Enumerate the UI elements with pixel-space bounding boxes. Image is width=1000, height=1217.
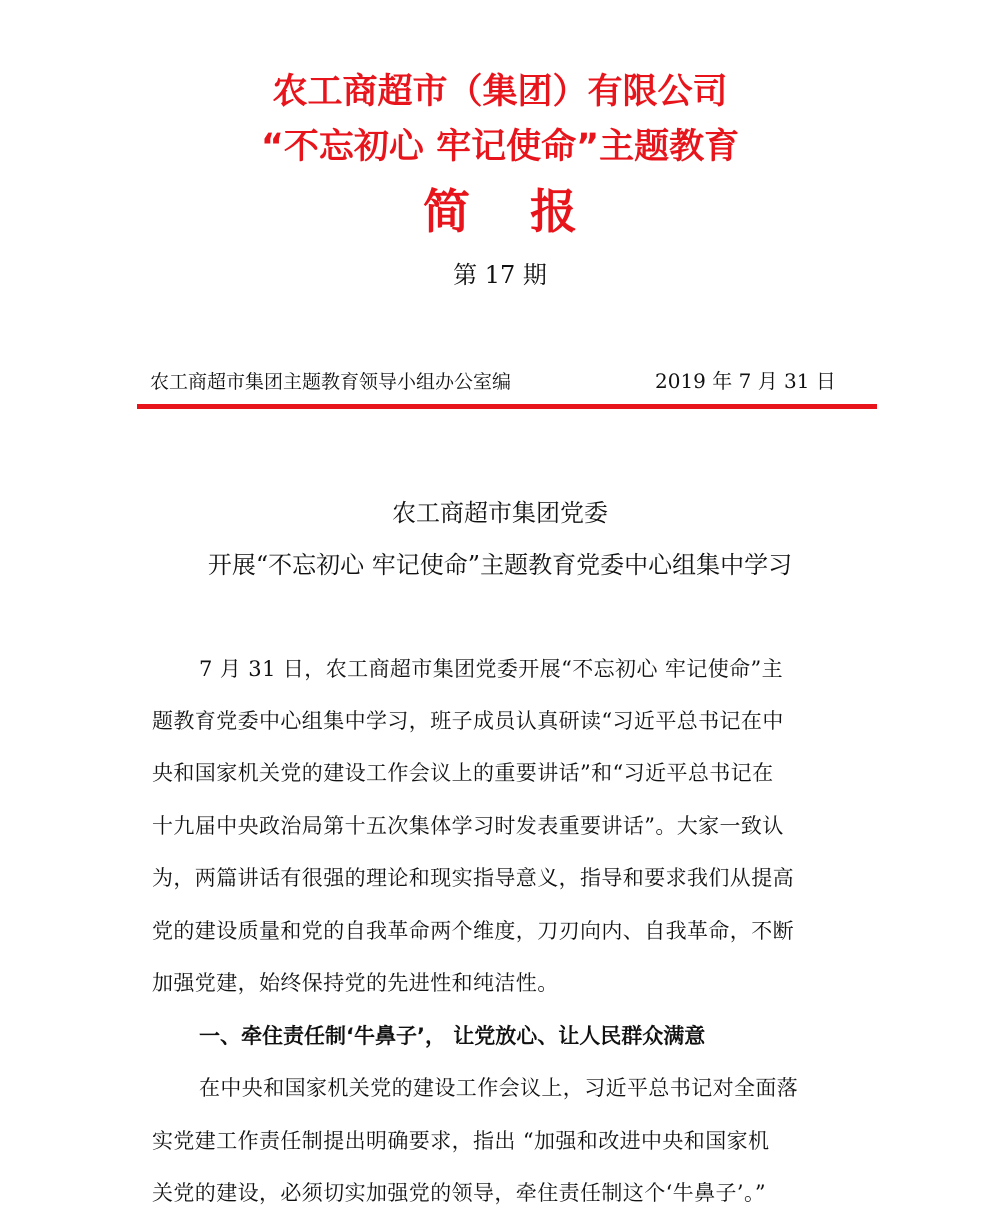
org-title: 农工商超市（集团）有限公司 [272, 72, 728, 112]
bulletin-title: 简报 [423, 185, 637, 240]
paragraph-line: 题教育党委中心组集中学习，班子成员认真研读“习近平总书记在中 [152, 709, 784, 733]
theme-title: “不忘初心 牢记使命”主题教育 [260, 127, 740, 167]
article-title-line1: 农工商超市集团党委 [392, 499, 608, 527]
paragraph-line: 党的建设质量和党的自我革命两个维度，刀刃向内、自我革命，不断 [152, 919, 794, 943]
paragraph-line: 实党建工作责任制提出明确要求，指出 “加强和改进中央和国家机 [152, 1129, 770, 1153]
paragraph-line: 加强党建，始终保持党的先进性和纯洁性。 [152, 971, 559, 995]
paragraph-line: 关党的建设，必须切实加强党的领导，牵住责任制这个‘牛鼻子’。” [152, 1181, 766, 1205]
paragraph-line: 7 月 31 日，农工商超市集团党委开展“不忘初心 牢记使命”主 [199, 657, 784, 681]
section-heading: 一、牵住责任制‘牛鼻子’， 让党放心、让人民群众满意 [199, 1024, 706, 1048]
publish-date: 2019 年 7 月 31 日 [655, 369, 836, 393]
red-divider [137, 404, 877, 409]
paragraph-line: 十九届中央政治局第十五次集体学习时发表重要讲话”。大家一致认 [152, 814, 784, 838]
article-title-line2: 开展“不忘初心 牢记使命”主题教育党委中心组集中学习 [207, 551, 793, 579]
issue-number: 第 17 期 [453, 261, 547, 289]
paragraph-line: 央和国家机关党的建设工作会议上的重要讲话”和“习近平总书记在 [152, 761, 774, 785]
paragraph-line: 在中央和国家机关党的建设工作会议上，习近平总书记对全面落 [199, 1076, 799, 1100]
editor-line: 农工商超市集团主题教育领导小组办公室编 [150, 371, 512, 393]
paragraph-line: 为，两篇讲话有很强的理论和现实指导意义，指导和要求我们从提高 [152, 866, 794, 890]
